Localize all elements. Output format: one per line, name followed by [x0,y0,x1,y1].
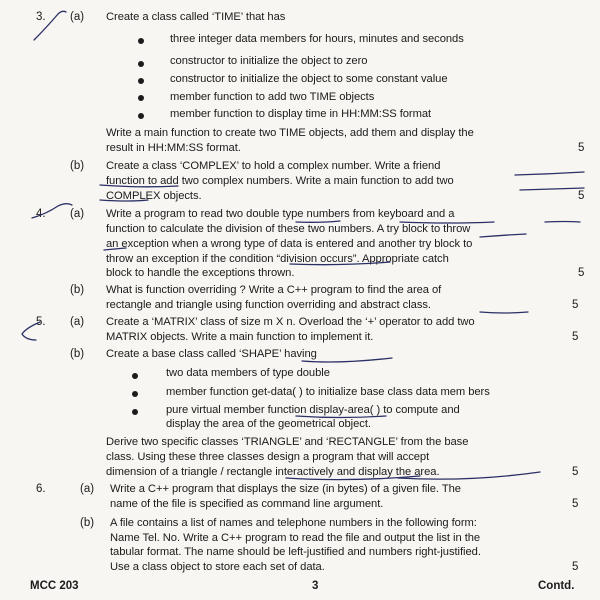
page-number: 3 [312,580,319,592]
pen-underline [480,312,528,313]
bullet-icon [132,391,138,397]
question-text: Use a class object to store each set of data. [110,561,325,573]
question-text: tabular format. The name should be left-justified and numbers right-justified. [110,546,481,558]
bullet-item: three integer data members for hours, minutes and seconds [170,33,464,45]
marks-label: 5 [572,299,579,311]
question-text: function to add two complex numbers. Write a main function to add two [106,175,454,187]
part-label: (b) [80,517,95,529]
part-label: (a) [70,208,85,220]
part-label: (b) [70,160,85,172]
part-label: (a) [70,316,85,328]
pen-underline [520,188,584,190]
bullet-item: member function get-data( ) to initialize base class data mem bers [166,386,490,398]
marks-label: 5 [578,190,585,202]
question-text: name of the file is specified as command line argument. [110,498,384,510]
marks-label: 5 [572,498,579,510]
question-text: dimension of a triangle / rectangle interactively and display the area. [106,466,440,478]
question-text: Create a class ‘COMPLEX’ to hold a complex number. Write a friend [106,160,441,172]
bullet-icon [138,38,144,44]
question-text: throw an exception if the condition “division occurs”. Appropriate catch [106,253,449,265]
question-number: 4. [36,208,46,220]
bullet-icon [138,95,144,101]
question-text: Write a program to read two double type numbers from keyboard and a [106,208,455,220]
part-label: (a) [70,11,85,23]
bullet-icon [138,113,144,119]
bullet-item: constructor to initialize the object to some constant value [170,73,448,85]
question-text: function to calculate the division of these two numbers. A try block to throw [106,223,471,235]
bullet-item: display the area of the geometrical object. [166,418,371,430]
question-text: result in HH:MM:SS format. [106,142,241,154]
pen-underline [480,234,526,237]
bullet-item: member function to add two TIME objects [170,91,375,103]
question-text: class. Using these three classes design a program that will accept [106,451,430,463]
pen-underline [545,222,580,223]
marks-label: 5 [578,267,585,279]
bullet-icon [138,78,144,84]
question-number: 6. [36,483,46,495]
question-text: A file contains a list of names and telephone numbers in the following form: [110,517,477,529]
part-label: (b) [70,348,85,360]
bullet-icon [138,61,144,67]
question-text: rectangle and triangle using function overriding and abstract class. [106,299,431,311]
continued-label: Contd. [538,580,575,592]
question-text: an exception when a wrong type of data is entered and another try block to [106,238,473,250]
bullet-item: constructor to initialize the object to zero [170,55,368,67]
marks-label: 5 [572,331,579,343]
part-label: (a) [80,483,95,495]
question-number: 3. [36,11,46,23]
question-text: Write a C++ program that displays the size (in bytes) of a given file. The [110,483,461,495]
course-code: MCC 203 [30,580,79,592]
question-text: Derive two specific classes ‘TRIANGLE’ and ‘RECTANGLE’ from the base [106,436,469,448]
question-text: COMPLEX objects. [106,190,202,202]
question-number: 5. [36,316,46,328]
bullet-icon [132,373,138,379]
part-label: (b) [70,284,85,296]
question-text: What is function overriding ? Write a C++ program to find the area of [106,284,442,296]
question-text: block to handle the exceptions thrown. [106,267,295,279]
question-text: Write a main function to create two TIME objects, add them and display the [106,127,474,139]
question-text: Create a class called ‘TIME’ that has [106,11,286,23]
marks-label: 5 [578,142,585,154]
marks-label: 5 [572,466,579,478]
question-text: Create a ‘MATRIX’ class of size m X n. Overload the ‘+’ operator to add two [106,316,475,328]
bullet-item: member function to display time in HH:MM:SS format [170,108,432,120]
pen-underline [515,172,584,175]
bullet-item: two data members of type double [166,367,330,379]
marks-label: 5 [572,561,579,573]
question-text: Create a base class called ‘SHAPE’ having [106,348,317,360]
bullet-item: pure virtual member function display-area( ) to compute and [166,404,460,416]
question-text: Name Tel. No. Write a C++ program to read the file and output the list in the [110,532,481,544]
question-text: MATRIX objects. Write a main function to implement it. [106,331,374,343]
bullet-icon [132,409,138,415]
